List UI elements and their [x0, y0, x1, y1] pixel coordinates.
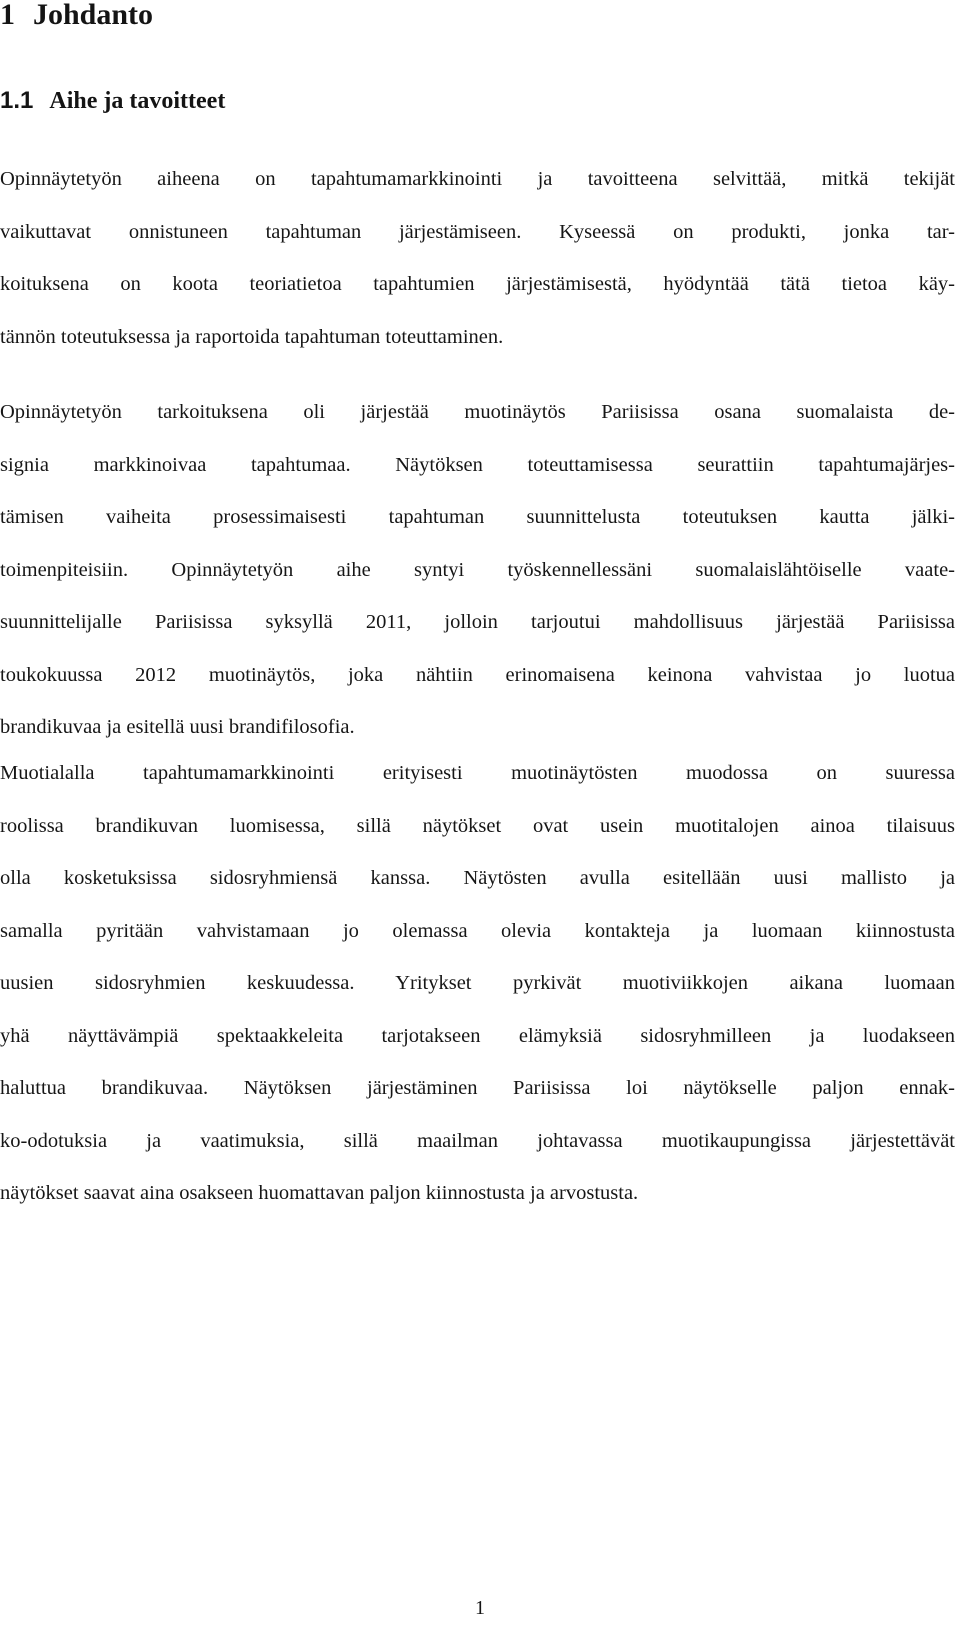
paragraph-line: uusien sidosryhmien keskuudessa. Yritykset pyrkivät muotiviikkojen aikana luomaan [0, 972, 955, 994]
page-number: 1 [475, 1597, 485, 1619]
paragraph-line: Opinnäytetyön tarkoituksena oli järjestää muotinäytös Pariisissa osana suomalaista de- [0, 401, 955, 423]
paragraph-3 [0, 747, 955, 1220]
section-heading [0, 88, 225, 114]
paragraph-line: roolissa brandikuvan luomisessa, sillä näytökset ovat usein muotitalojen ainoa tilaisuus [0, 814, 955, 837]
paragraph-line: vaikuttavat onnistuneen tapahtuman järjestämiseen. Kyseessä on produkti, jonka tar- [0, 220, 955, 243]
paragraph-line: Muotialalla tapahtumamarkkinointi erityisesti muotinäytösten muodossa on suuressa [0, 762, 955, 784]
chapter-heading [0, 0, 153, 30]
chapter-number: 1 [0, 0, 15, 31]
paragraph-line: toukokuussa 2012 muotinäytös, joka nähtiin erinomaisena keinona vahvistaa jo luotua [0, 663, 955, 686]
paragraph-line: ko-odotuksia ja vaatimuksia, sillä maailman johtavassa muotikaupungissa järjestettävät [0, 1129, 955, 1152]
paragraph-line: brandikuvaa ja esitellä uusi brandifilosofia. [0, 716, 355, 738]
paragraph-line: näytökset saavat aina osakseen huomattavan paljon kiinnostusta ja arvostusta. [0, 1182, 639, 1204]
paragraph-line: suunnittelijalle Pariisissa syksyllä 2011, jolloin tarjoutui mahdollisuus järjestää Pariisissa [0, 611, 955, 633]
chapter-title: Johdanto [33, 0, 154, 31]
paragraph-line: olla kosketuksissa sidosryhmiensä kanssa. Näytösten avulla esitellään uusi mallisto ja [0, 867, 955, 889]
paragraph-line: samalla pyritään vahvistamaan jo olemassa olevia kontakteja ja luomaan kiinnostusta [0, 919, 955, 942]
paragraph-line: tämisen vaiheita prosessimaisesti tapahtuman suunnittelusta toteutuksen kautta jälki- [0, 506, 955, 528]
paragraph-line: koituksena on koota teoriatietoa tapahtumien järjestämisestä, hyödyntää tätä tietoa käy- [0, 273, 955, 295]
paragraph-line: tännön toteutuksessa ja raportoida tapahtuman toteuttaminen. [0, 325, 504, 348]
paragraph-line: signia markkinoivaa tapahtumaa. Näytöksen toteuttamisessa seurattiin tapahtumajärjes- [0, 453, 955, 476]
paragraph-line: yhä näyttävämpiä spektaakkeleita tarjotakseen elämyksiä sidosryhmilleen ja luodakseen [0, 1024, 955, 1047]
paragraph-line: haluttua brandikuvaa. Näytöksen järjestäminen Pariisissa loi näytökselle paljon ennak- [0, 1077, 955, 1099]
paragraph-line: toimenpiteisiin. Opinnäytetyön aihe syntyi työskennellessäni suomalaislähtöiselle vaate- [0, 558, 955, 581]
section-number: 1.1 [0, 87, 34, 114]
paragraph-line: Opinnäytetyön aiheena on tapahtumamarkkinointi ja tavoitteena selvittää, mitkä tekijät [0, 168, 955, 190]
section-title: Aihe ja tavoitteet [49, 88, 226, 114]
paragraph-1 [0, 153, 955, 363]
paragraph-2 [0, 386, 955, 754]
